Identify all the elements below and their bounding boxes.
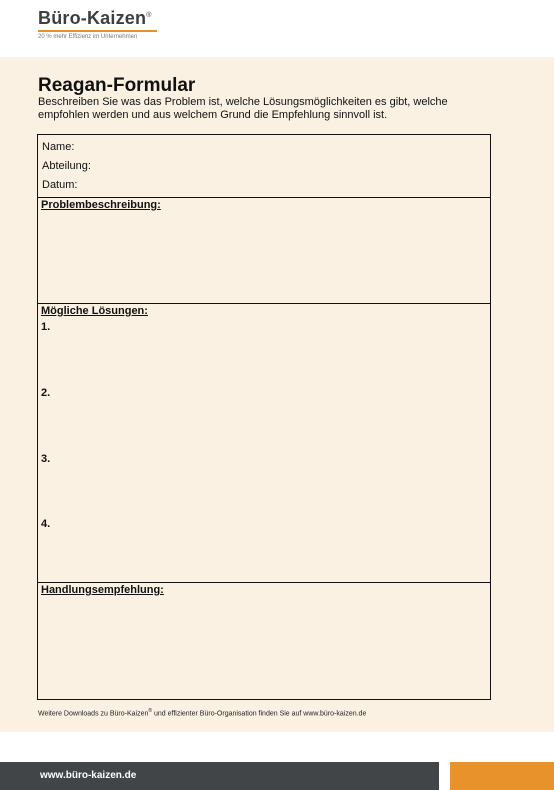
solutions-section [38,303,490,583]
department-field[interactable]: Abteilung: [42,160,91,172]
document-title: Reagan-Formular [38,75,196,96]
footnote-text-start: Weitere Downloads zu Büro-Kaizen [38,710,149,718]
document-description: Beschreiben Sie was das Problem ist, welche Lösungsmöglichkeiten es gibt, welche empfohlen werden und aus welchem Grund die Empfehlung sinnvoll ist. [38,96,448,121]
reagan-form [37,134,491,700]
problem-section[interactable] [38,197,490,304]
date-field[interactable]: Datum: [42,179,78,191]
recommendation-section[interactable] [38,582,490,699]
solution-item-1[interactable]: 1. [41,321,51,333]
meta-section [38,135,490,198]
footer-accent-block [450,762,554,790]
recommendation-heading: Handlungsempfehlung: [41,584,164,596]
footnote-registered-mark: ® [148,708,153,714]
logo [38,8,152,29]
solution-item-2[interactable]: 2. [41,387,51,399]
solution-item-4[interactable]: 4. [41,518,51,530]
solutions-heading: Mögliche Lösungen: [41,305,148,317]
logo-text: Büro-Kaizen [38,8,147,28]
solution-item-3[interactable]: 3. [41,453,51,465]
footer-website-link[interactable]: www.büro-kaizen.de [40,770,137,781]
page-header [0,0,554,57]
downloads-footnote [38,708,366,717]
problem-heading: Problembeschreibung: [41,199,161,211]
name-field[interactable]: Name: [42,141,75,153]
logo-tagline: 20 % mehr Effizienz im Unternehmen [38,34,138,40]
logo-accent-bar [38,30,157,32]
footer-bar [0,762,439,790]
footnote-text-end: und effizienter Büro-Organisation finden Sie auf www.büro-kaizen.de [152,710,367,718]
logo-registered-mark: ® [146,12,152,19]
